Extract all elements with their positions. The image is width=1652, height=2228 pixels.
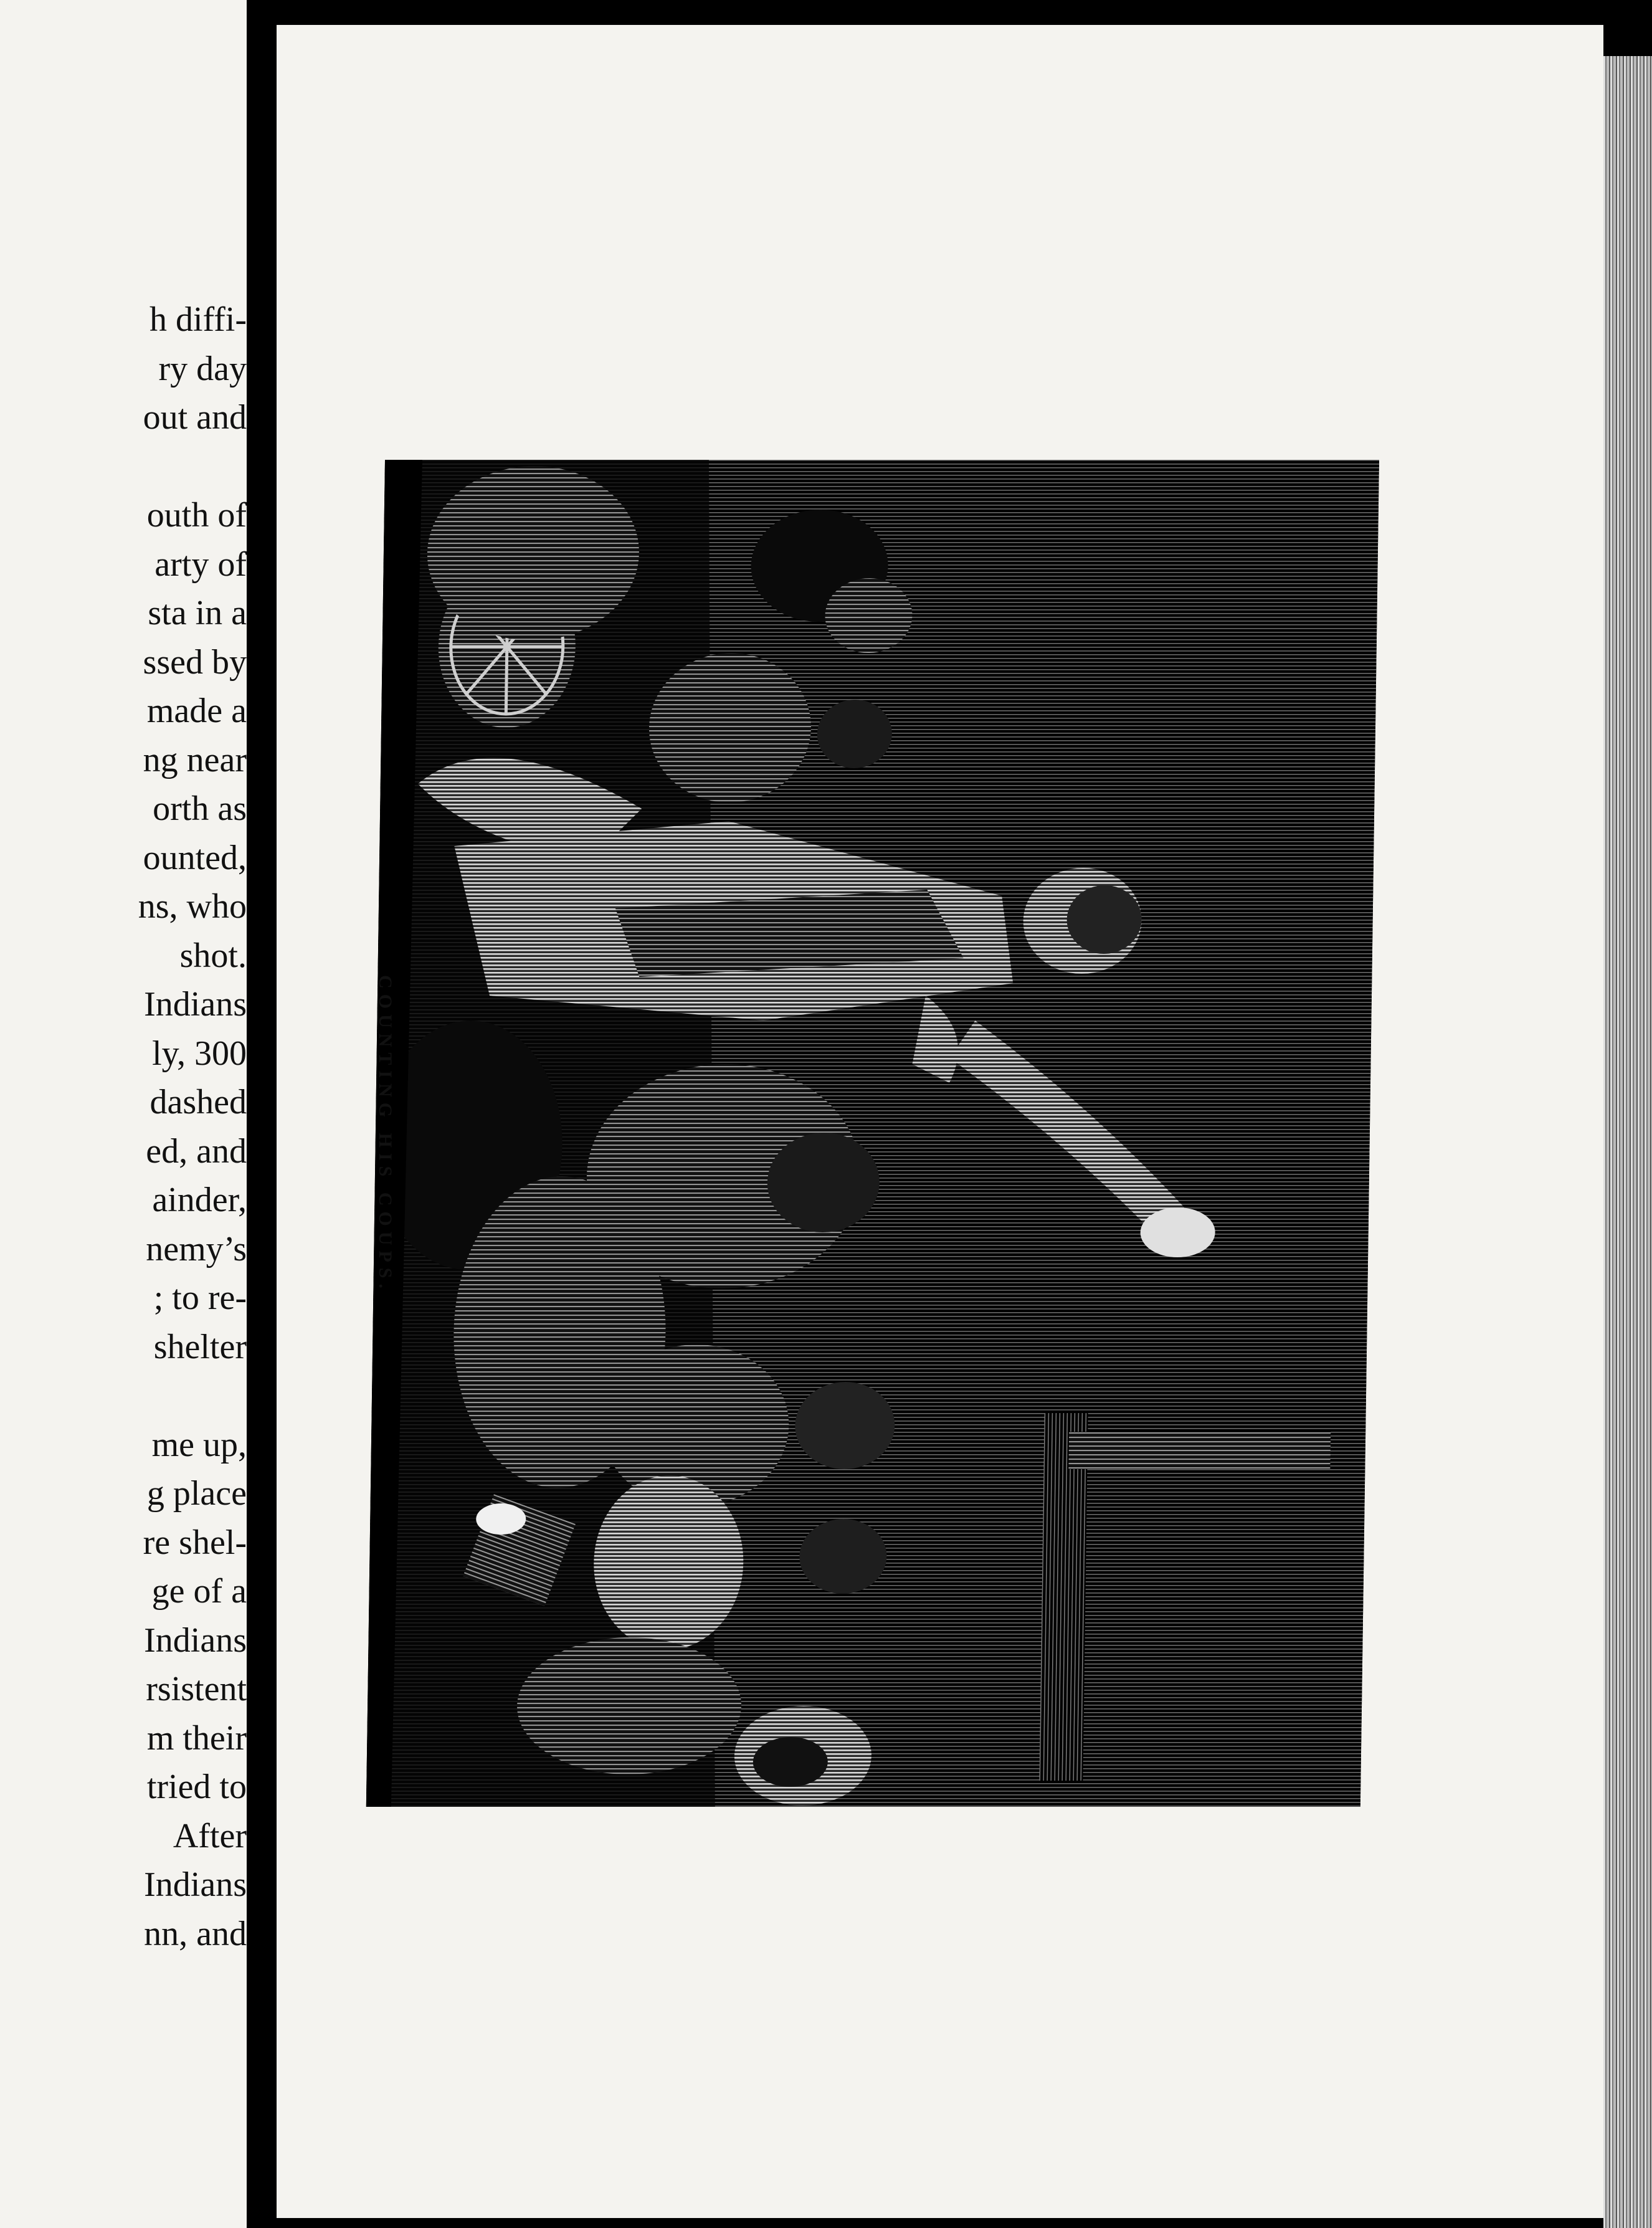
facing-page-text bbox=[0, 295, 247, 1958]
text-line: ng near bbox=[143, 740, 247, 779]
text-line: dashed bbox=[150, 1083, 247, 1121]
text-line: Indians bbox=[144, 1621, 247, 1660]
text-line: ly, 300 bbox=[152, 1034, 247, 1073]
text-line: g place bbox=[146, 1474, 247, 1513]
text-line: ed, and bbox=[146, 1131, 247, 1171]
illustration-caption: COUNTING HIS COUPS. bbox=[375, 975, 396, 1294]
text-line: After bbox=[173, 1816, 247, 1855]
text-line: sta in a bbox=[148, 594, 247, 632]
text-line: shelter bbox=[153, 1327, 247, 1366]
text-line: arty of bbox=[154, 545, 247, 584]
text-line: ry day bbox=[158, 349, 247, 388]
text-line: rsistent bbox=[146, 1670, 247, 1708]
text-line: ainder, bbox=[152, 1181, 247, 1219]
text-line: ounted, bbox=[143, 838, 247, 877]
engraving-plate bbox=[366, 460, 1379, 1807]
text-line: h diffi- bbox=[149, 300, 247, 339]
text-line: out and bbox=[143, 398, 247, 437]
text-line: Indians bbox=[144, 985, 247, 1024]
paragraph-gap bbox=[0, 1371, 247, 1421]
facing-page bbox=[0, 0, 247, 2228]
book-gutter bbox=[247, 0, 277, 2228]
text-line: outh of bbox=[146, 496, 247, 535]
text-line: me up, bbox=[151, 1425, 247, 1464]
paragraph-gap bbox=[0, 442, 247, 492]
text-line: Indians bbox=[144, 1865, 247, 1904]
page-edges bbox=[1603, 56, 1652, 2228]
text-line: nemy’s bbox=[146, 1229, 247, 1269]
text-line: re shel- bbox=[143, 1523, 247, 1562]
text-line: tried to bbox=[146, 1768, 247, 1806]
text-line: ge of a bbox=[151, 1572, 247, 1611]
text-line: orth as bbox=[153, 789, 247, 828]
text-line: nn, and bbox=[144, 1914, 247, 1953]
text-line: shot. bbox=[179, 936, 247, 975]
text-line: ns, who bbox=[138, 887, 247, 926]
text-line: m their bbox=[146, 1718, 247, 1758]
text-line: made a bbox=[146, 692, 247, 730]
text-line: ssed by bbox=[143, 642, 247, 682]
text-line: ; to re- bbox=[153, 1278, 247, 1317]
engraving-image bbox=[366, 460, 1379, 1807]
